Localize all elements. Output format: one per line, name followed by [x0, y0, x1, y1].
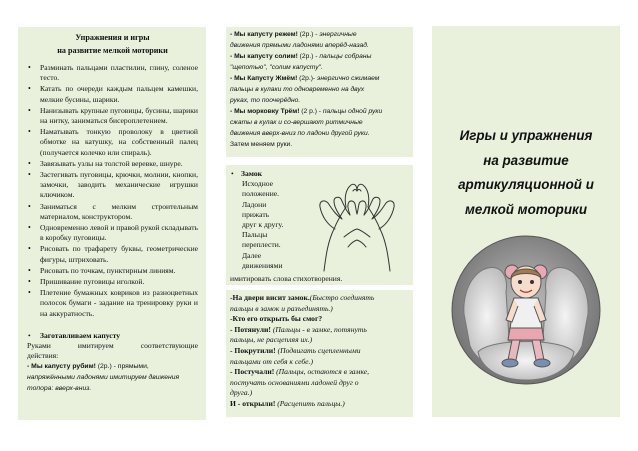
- lock-poem: [230, 293, 410, 410]
- rhyme-line: пальцы в кулаки то одновременно на двух: [230, 86, 365, 93]
- list-item: • Катать по очереди каждым пальцем камешки, мелкие бусины, шарики.: [27, 84, 198, 104]
- poem-line: - Потянули! (Пальцы - в замке, потянуть: [230, 324, 367, 334]
- lock-heading: • Замок: [229, 169, 309, 179]
- list-item: • Нанизывать крупные пуговицы, бусины, шарики на нитку, заниматься бисероплетением.: [27, 106, 198, 126]
- list-item: • Заниматься с мелким строительным материалом, конструктором.: [27, 202, 198, 222]
- lock-text-line: переплести.: [242, 240, 281, 250]
- lock-text-line: Пальцы: [242, 230, 268, 240]
- cabbage-rub-desc: напряжёнными ладонями имитируем движения: [27, 373, 180, 381]
- child-on-hands-illustration: [450, 234, 602, 386]
- lock-text-line: прижать: [242, 209, 270, 219]
- lock-text-line: Исходное: [242, 179, 274, 189]
- lock-text-line: движениями: [242, 260, 283, 270]
- list-item: • Рисовать по точкам, пунктирным линиям.: [27, 266, 198, 276]
- lock-text-line: Ладони: [242, 199, 267, 209]
- poem-line: постучать основаниями ладоней друг о: [230, 377, 359, 387]
- poem-line: друга.): [230, 388, 253, 398]
- lock-poem-panel: [226, 290, 413, 417]
- poem-line: И - открыли! (Расцепить пальцы.): [230, 398, 345, 408]
- rhyme-line: руках, то поочерёдно.: [230, 97, 301, 104]
- list-item: • Наматывать тонкую проволоку в цветной обмотке на катушку, на собственный палец (получается колечко или спираль).: [27, 127, 198, 158]
- rhyme-line: - Мы капусту солим! (2р.) - пальцы собраны: [230, 53, 372, 60]
- poem-line: -Кто его открыть бы смог?: [230, 314, 323, 324]
- rhyme-line: Затем меняем руки.: [230, 141, 293, 148]
- list-item: • Одновременно левой и правой рукой складывать в коробку пуговицы.: [27, 223, 198, 243]
- poem-line: пальцы в замок и разъединять.): [230, 303, 333, 313]
- list-item: • Разминать пальцами пластилин, глину, соленое тесто.: [27, 63, 198, 83]
- list-item: • Застегивать пуговицы, крючки, молнии, кнопки, замочки, заводить механические игрушки ключиком.: [27, 170, 198, 201]
- poem-line: - Постучали! (Пальцы, остаются в замке,: [230, 367, 370, 377]
- cabbage-intro-end: действия:: [27, 350, 59, 360]
- lock-exercise-panel: [226, 165, 413, 285]
- cabbage-rub-line: - Мы капусту рубим! (2р.) - прямыми,: [27, 362, 149, 370]
- rhyme-line: движения прямыми ладонями вперёд-назад.: [230, 42, 369, 49]
- exercises-title: Упражнения и игры на развитие мелкой моторики: [57, 33, 168, 55]
- exercise-list: [27, 63, 198, 319]
- list-item: • Рисовать по трафарету буквы, геометрические фигуры, штриховать.: [27, 244, 198, 264]
- cabbage-intro: Руками имитируем соответствующие: [27, 340, 198, 350]
- lock-instruction-end: имитировать слова стихотворения.: [230, 274, 343, 283]
- cabbage-rhyme-panel: [226, 27, 413, 157]
- cabbage-heading: • Заготавливаем капусту: [27, 331, 198, 341]
- cabbage-rhyme: [230, 29, 410, 150]
- list-item: • Завязывать узлы на толстой веревке, шнуре.: [27, 159, 198, 169]
- lock-text-line: Далее: [242, 250, 262, 260]
- rhyme-line: - Мы Капусту Жмём! (2р.)- энергично сжимаем: [230, 75, 380, 82]
- rhyme-line: - Мы морковку Трём! (2 р.) - пальцы одной руки: [230, 108, 383, 115]
- rhyme-line: - Мы капусту режем! (2р.) - энергичные: [230, 31, 357, 38]
- lock-text-line: друг к другу.: [242, 220, 284, 230]
- rhyme-line: "щепотью", "солим капусту".: [230, 64, 323, 71]
- poem-line: пальцами от себя к себе.): [230, 356, 313, 366]
- clasped-hands-illustration: [304, 167, 409, 273]
- rhyme-line: движения вверх-вниз по ладони другой руки.: [230, 130, 370, 137]
- exercises-panel: [18, 27, 206, 420]
- lock-text-line: положение.: [242, 189, 280, 199]
- poem-line: -На двери висит замок.(Быстро соединять: [230, 293, 375, 302]
- cover-panel: [432, 26, 620, 417]
- cabbage-rub-desc-2: топора: вверх-вниз.: [27, 384, 92, 392]
- list-item: • Плетение бумажных ковриков из разноцветных полосок бумаги - задание на тренировку руки и на аккуратность.: [27, 288, 198, 319]
- poem-line: - Покрутили! (Подвигать сцепленными: [230, 345, 361, 355]
- cover-title: Игры и упражнения на развитие артикуляционной и мелкой моторики: [458, 128, 594, 217]
- rhyme-line: сжаты в кулак и со-вершают ритмичные: [230, 119, 363, 126]
- list-item: • Пришивание пуговицы иголкой.: [27, 277, 198, 287]
- poem-line: пальцы, не расцепляя их.): [230, 335, 313, 345]
- lock-exercise-text: [229, 169, 309, 271]
